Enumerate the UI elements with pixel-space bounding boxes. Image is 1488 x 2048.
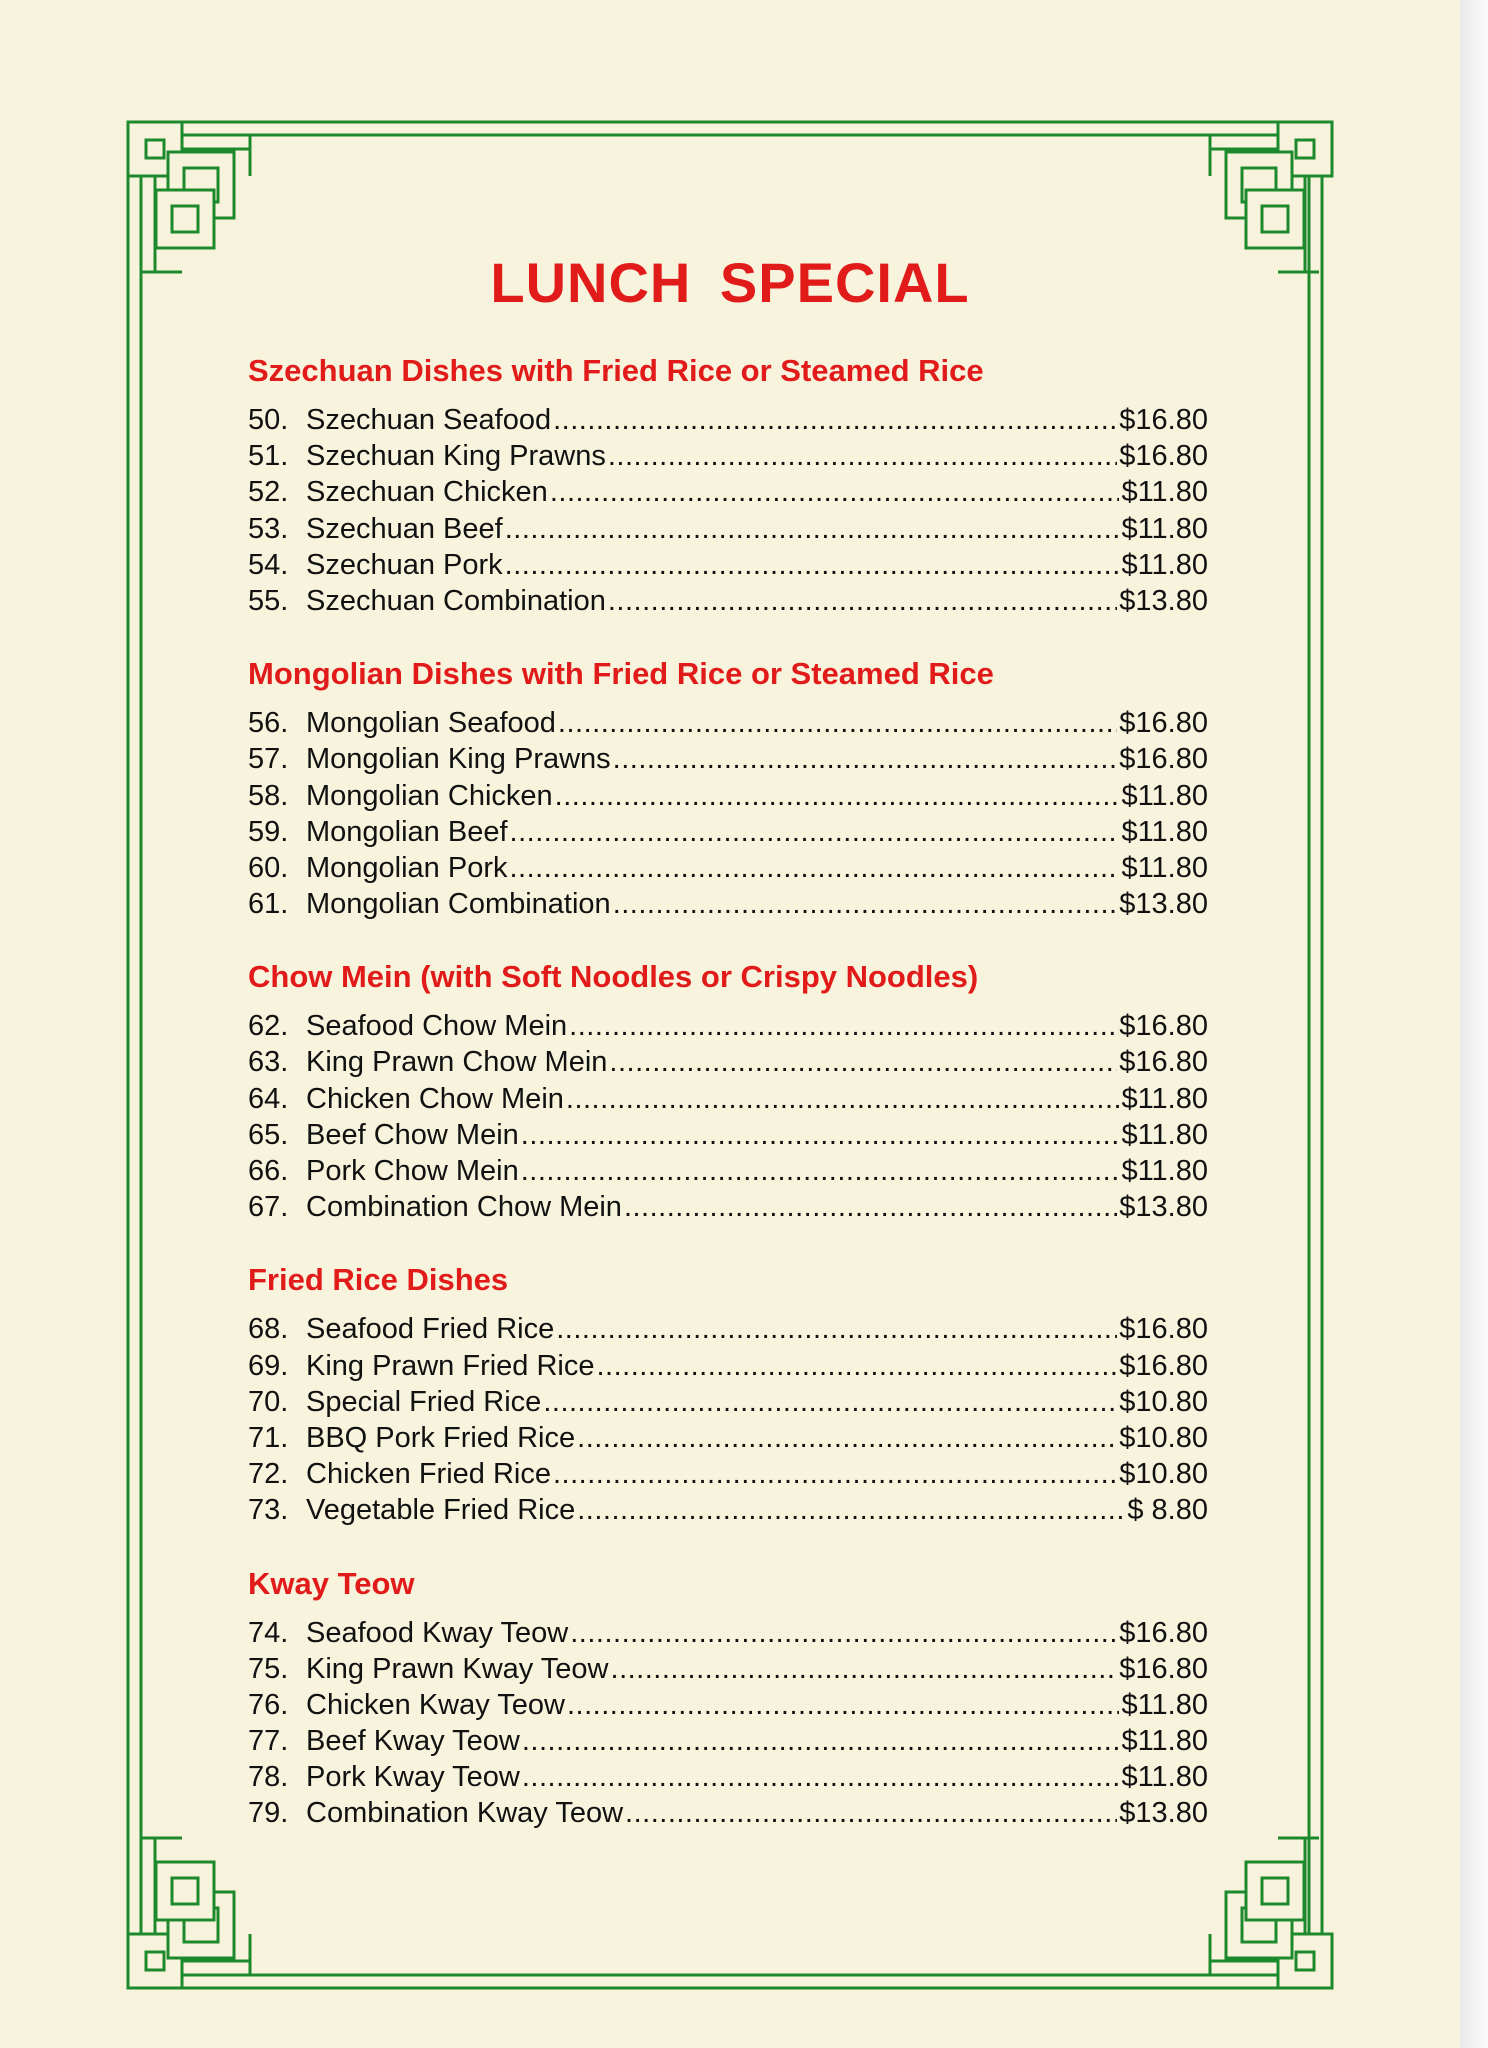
item-name: BBQ Pork Fried Rice	[306, 1421, 576, 1454]
item-price: $10.80	[1119, 1458, 1208, 1491]
item-number: 70.	[248, 1385, 289, 1418]
menu-item	[248, 1081, 1208, 1117]
dot-leader	[522, 1759, 1120, 1795]
item-price: $16.80	[1119, 1313, 1208, 1346]
menu-item	[248, 1189, 1208, 1225]
item-number: 74.	[248, 1616, 289, 1649]
item-price: $11.80	[1121, 1761, 1208, 1794]
item-price: $16.80	[1119, 1046, 1208, 1079]
item-number: 69.	[248, 1349, 289, 1382]
dot-leader	[521, 1153, 1120, 1189]
dot-leader	[556, 1311, 1117, 1347]
item-number: 51.	[248, 440, 289, 473]
dot-leader	[566, 1081, 1120, 1117]
page-title: LUNCH SPECIAL	[490, 251, 970, 314]
item-name: Seafood Chow Mein	[306, 1010, 568, 1043]
item-name: Szechuan Pork	[306, 548, 503, 581]
dot-leader	[550, 474, 1120, 510]
item-number: 50.	[248, 404, 289, 436]
item-price: $16.80	[1119, 707, 1208, 740]
item-price: $11.80	[1121, 851, 1208, 884]
item-name: Combination Chow Mein	[306, 1191, 622, 1224]
item-price: $16.80	[1119, 1010, 1208, 1043]
item-number: 67.	[248, 1191, 289, 1224]
menu-item	[248, 402, 1208, 438]
item-name: Special Fried Rice	[306, 1385, 542, 1418]
item-number: 56.	[248, 707, 289, 740]
item-name: Mongolian Chicken	[306, 779, 553, 812]
menu-item	[248, 583, 1208, 619]
item-name: Beef Chow Mein	[306, 1118, 519, 1151]
item-name: Szechuan Combination	[306, 584, 606, 617]
item-number: 75.	[248, 1652, 289, 1685]
item-number: 64.	[248, 1082, 289, 1115]
menu-item	[248, 886, 1208, 922]
item-name: Mongolian Pork	[306, 851, 508, 884]
item-price: $10.80	[1119, 1385, 1208, 1418]
item-name: King Prawn Chow Mein	[306, 1046, 608, 1079]
menu-item	[248, 1153, 1208, 1189]
item-number: 77.	[248, 1725, 289, 1758]
item-price: $16.80	[1119, 1349, 1208, 1382]
item-number: 76.	[248, 1688, 289, 1721]
item-price: $13.80	[1119, 1191, 1208, 1224]
dot-leader	[577, 1492, 1125, 1528]
item-name: Seafood Fried Rice	[306, 1313, 555, 1346]
dot-leader	[608, 583, 1117, 619]
menu-item	[248, 1348, 1208, 1384]
dot-leader	[510, 850, 1120, 886]
dot-leader	[521, 1117, 1120, 1153]
item-number: 79.	[248, 1797, 289, 1830]
item-name: Pork Chow Mein	[306, 1155, 519, 1187]
item-number: 60.	[248, 851, 289, 884]
menu-item	[248, 474, 1208, 510]
item-name: Szechuan Chicken	[306, 476, 548, 509]
item-name: Beef Kway Teow	[306, 1725, 520, 1758]
item-number: 58.	[248, 779, 289, 812]
menu-item	[248, 1651, 1208, 1687]
menu-item	[248, 511, 1208, 547]
dot-leader	[609, 1044, 1117, 1080]
dot-leader	[611, 1651, 1118, 1687]
item-name: Szechuan Seafood	[306, 404, 552, 436]
menu-section	[248, 1563, 1208, 1832]
menu-item	[248, 741, 1208, 777]
dot-leader	[558, 705, 1117, 741]
item-price: $16.80	[1119, 1652, 1208, 1685]
menu-item	[248, 778, 1208, 814]
item-name: Szechuan Beef	[306, 512, 503, 545]
menu-item	[248, 1044, 1208, 1080]
item-name: Seafood Kway Teow	[306, 1616, 569, 1649]
menu-item	[248, 1311, 1208, 1347]
item-price: $16.80	[1119, 1616, 1208, 1649]
item-name: Pork Kway Teow	[306, 1761, 520, 1794]
item-name: Mongolian Combination	[306, 888, 611, 921]
menu-item	[248, 1723, 1208, 1759]
item-name: Combination Kway Teow	[306, 1797, 624, 1830]
menu-item	[248, 547, 1208, 583]
item-number: 62.	[248, 1010, 289, 1043]
section-title: Fried Rice Dishes	[248, 1262, 509, 1298]
item-price: $13.80	[1119, 888, 1208, 921]
menu-section	[248, 956, 1208, 1225]
item-name: Chicken Chow Mein	[306, 1082, 564, 1115]
dot-leader	[624, 1189, 1117, 1225]
menu-item	[248, 705, 1208, 741]
menu-item	[248, 1117, 1208, 1153]
item-price: $13.80	[1119, 584, 1208, 617]
item-number: 53.	[248, 512, 289, 545]
dot-leader	[553, 402, 1117, 438]
item-price: $11.80	[1121, 548, 1208, 581]
dot-leader	[613, 886, 1118, 922]
section-title: Kway Teow	[248, 1565, 415, 1601]
dot-leader	[570, 1615, 1117, 1651]
item-price: $ 8.80	[1127, 1494, 1208, 1527]
item-price: $11.80	[1121, 779, 1208, 812]
menu-item	[248, 850, 1208, 886]
item-price: $11.80	[1121, 1082, 1208, 1115]
dot-leader	[567, 1687, 1119, 1723]
item-number: 52.	[248, 476, 289, 509]
dot-leader	[597, 1348, 1118, 1384]
item-price: $11.80	[1121, 815, 1208, 848]
menu-item	[248, 1420, 1208, 1456]
dot-leader	[625, 1795, 1117, 1831]
menu-item	[248, 1795, 1208, 1831]
item-number: 59.	[248, 815, 289, 848]
menu-item	[248, 1008, 1208, 1044]
dot-leader	[510, 814, 1120, 850]
item-price: $11.80	[1121, 512, 1208, 545]
page-edge	[1460, 0, 1488, 2048]
item-name: Chicken Fried Rice	[306, 1458, 551, 1491]
item-number: 55.	[248, 584, 289, 617]
section-title: Mongolian Dishes with Fried Rice or Steamed Rice	[248, 656, 994, 692]
item-name: Vegetable Fried Rice	[306, 1494, 576, 1527]
menu-item	[248, 814, 1208, 850]
dot-leader	[555, 778, 1120, 814]
item-number: 73.	[248, 1494, 289, 1527]
menu-item	[248, 1384, 1208, 1420]
dot-leader	[577, 1420, 1117, 1456]
dot-leader	[505, 511, 1120, 547]
item-price: $13.80	[1119, 1797, 1208, 1830]
menu-section	[248, 350, 1208, 619]
menu-item	[248, 1759, 1208, 1795]
item-name: Mongolian King Prawns	[306, 743, 611, 776]
dot-leader	[613, 741, 1118, 777]
dot-leader	[522, 1723, 1120, 1759]
item-price: $16.80	[1119, 743, 1208, 776]
item-price: $16.80	[1119, 404, 1208, 436]
dot-leader	[505, 547, 1120, 583]
item-price: $11.80	[1121, 476, 1208, 509]
menu-item	[248, 1492, 1208, 1528]
item-number: 65.	[248, 1118, 289, 1151]
dot-leader	[608, 438, 1117, 474]
item-price: $11.80	[1121, 1688, 1208, 1721]
item-number: 71.	[248, 1421, 289, 1454]
menu-list	[248, 350, 1208, 1866]
menu-section	[248, 653, 1208, 922]
section-title: Chow Mein (with Soft Noodles or Crispy Noodles)	[248, 959, 979, 995]
menu-item	[248, 1615, 1208, 1651]
item-name: King Prawn Kway Teow	[306, 1652, 609, 1685]
item-number: 57.	[248, 743, 289, 776]
item-price: $11.80	[1121, 1725, 1208, 1758]
menu-item	[248, 438, 1208, 474]
dot-leader	[543, 1384, 1117, 1420]
item-number: 78.	[248, 1761, 289, 1794]
item-number: 54.	[248, 548, 289, 581]
item-number: 66.	[248, 1155, 289, 1187]
item-price: $16.80	[1119, 440, 1208, 473]
menu-item	[248, 1456, 1208, 1492]
item-price: $11.80	[1121, 1118, 1208, 1151]
item-name: Chicken Kway Teow	[306, 1688, 565, 1721]
menu-section	[248, 1259, 1208, 1528]
item-name: Mongolian Seafood	[306, 707, 556, 740]
item-number: 63.	[248, 1046, 289, 1079]
dot-leader	[553, 1456, 1117, 1492]
item-name: Mongolian Beef	[306, 815, 508, 848]
item-number: 61.	[248, 888, 289, 921]
item-name: King Prawn Fried Rice	[306, 1349, 595, 1382]
menu-item	[248, 1687, 1208, 1723]
section-title: Szechuan Dishes with Fried Rice or Steamed Rice	[248, 353, 984, 388]
dot-leader	[569, 1008, 1117, 1044]
item-price: $11.80	[1121, 1155, 1208, 1187]
item-price: $10.80	[1119, 1421, 1208, 1454]
item-number: 68.	[248, 1313, 289, 1346]
item-name: Szechuan King Prawns	[306, 440, 606, 473]
item-number: 72.	[248, 1458, 289, 1491]
